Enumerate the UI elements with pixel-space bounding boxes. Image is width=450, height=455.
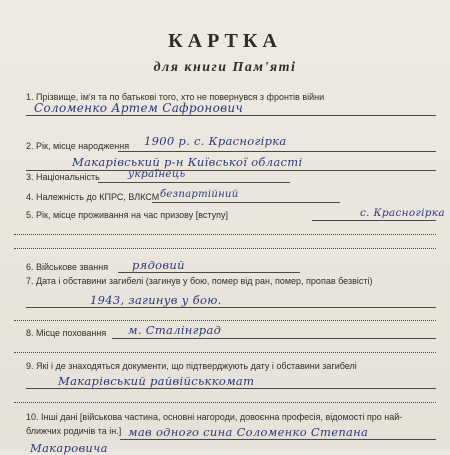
field-2-line-2 [26, 170, 436, 171]
field-9-line [26, 388, 436, 389]
field-6-label: 6. Військове звання [26, 262, 109, 272]
field-5-extra-line-1 [14, 234, 436, 235]
field-7-extra-line [14, 320, 436, 321]
field-9-label: 9. Які і де знаходяться документи, що підтверджують дату і обставини загибелі [26, 361, 357, 371]
field-4-line [152, 202, 340, 203]
field-3-label: 3. Національність [26, 172, 100, 182]
card-subtitle: для книги Пам'яті [153, 60, 297, 75]
field-8-extra-line [14, 352, 436, 353]
field-4-label: 4. Належність до КПРС, ВЛКСМ [26, 192, 160, 202]
field-6-line [118, 272, 300, 273]
field-2-value-2: Макарівський р-н Київської області [72, 155, 303, 169]
field-7-label-1: 7. Дата і обставини загибелі (загинув у бою, помер від ран, помер, пропав безвісті) [26, 276, 373, 286]
field-10-line [120, 439, 436, 440]
field-3-line [98, 182, 290, 183]
field-9-value: Макарівський райвійськкомат [58, 374, 255, 388]
field-10-value-2: Макаровича [30, 441, 108, 455]
field-8-line [112, 338, 436, 339]
field-2-line [118, 151, 436, 152]
field-10-label-2: ближчих родичів та ін.] [26, 426, 122, 436]
field-10-value-1: мав одного сина Соломенко Степана [128, 425, 369, 439]
field-2-value-1: 1900 р. с. Красногірка [144, 134, 287, 148]
field-4-value: безпартійний [160, 189, 239, 200]
field-1-label: 1. Прізвище, ім'я та по батькові того, хто не повернувся з фронтів війни [26, 92, 325, 102]
field-5-line [312, 220, 436, 221]
field-7-line [26, 307, 436, 308]
field-1-line [26, 115, 436, 116]
field-8-value: м. Сталінград [128, 323, 222, 337]
field-5-extra-line-2 [14, 248, 436, 249]
field-5-value: с. Красногірка [360, 207, 445, 219]
field-10-label-1: 10. Інші дані [військова частина, основні нагороди, довоєнна професія, відомості про най- [26, 412, 403, 422]
field-3-value: українець [128, 168, 186, 180]
field-2-label: 2. Рік, місце народження [26, 141, 130, 151]
field-1-value: Соломенко Артем Сафронович [34, 101, 244, 115]
field-6-value: рядовий [132, 258, 185, 272]
card-title: КАРТКА [168, 30, 282, 52]
field-7-value: 1943, загинув у бою. [90, 293, 222, 307]
field-9-extra-line [14, 402, 436, 403]
field-8-label: 8. Місце поховання [26, 328, 107, 338]
field-5-label: 5. Рік, місце проживання на час призову [вступу] [26, 210, 228, 220]
